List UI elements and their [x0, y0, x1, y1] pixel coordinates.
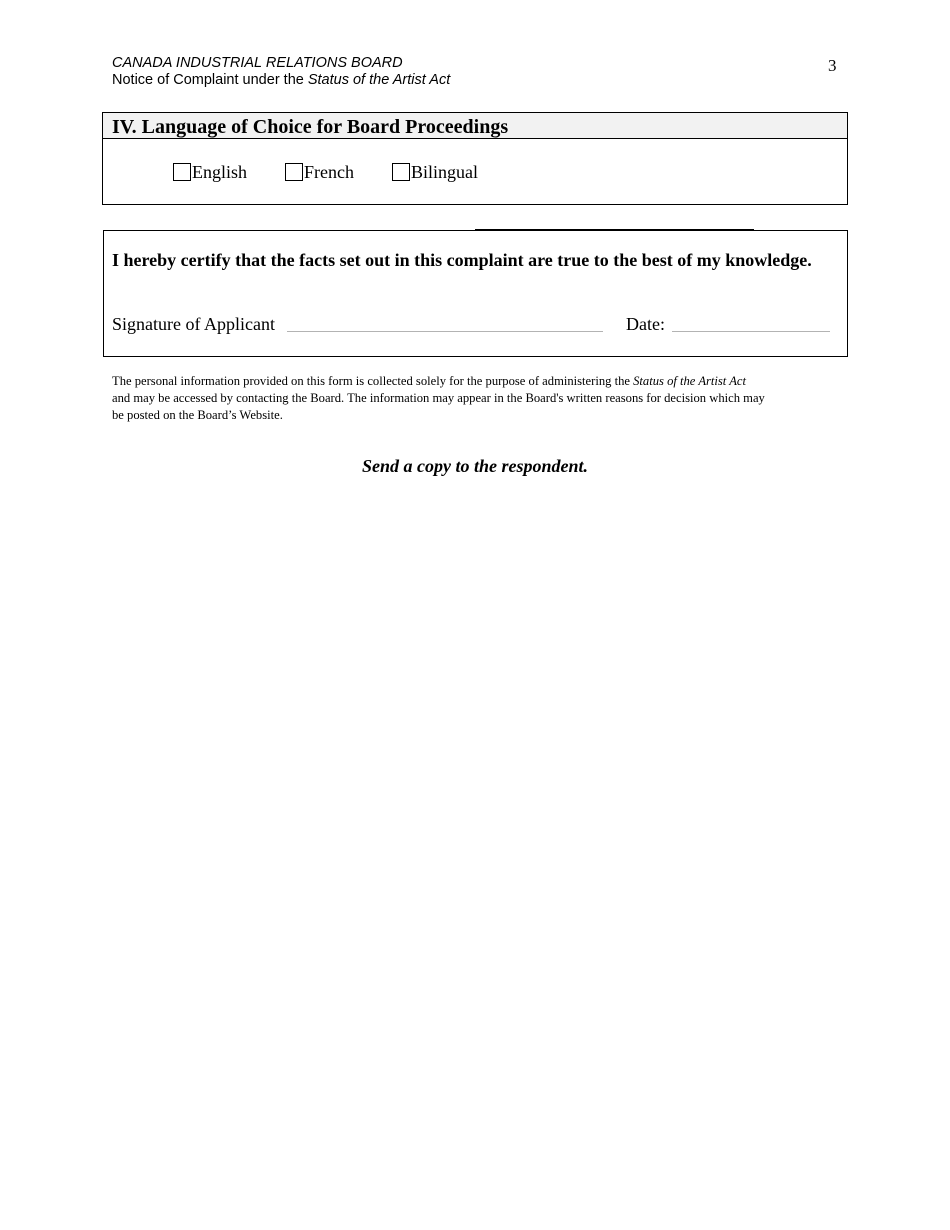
french-checkbox[interactable]	[285, 163, 303, 181]
certification-section	[103, 230, 848, 357]
language-section	[102, 112, 848, 205]
language-section-title: IV. Language of Choice for Board Proceedings	[112, 116, 509, 138]
header-subtitle-prefix: Notice of Complaint under the	[112, 72, 308, 88]
certification-statement: I hereby certify that the facts set out in this complaint are true to the best of my knowledge.	[112, 250, 812, 270]
privacy-line-1-text: The personal information provided on this form is collected solely for the purpose of administering the	[112, 374, 634, 388]
header-subtitle	[112, 72, 450, 89]
date-label: Date:	[626, 314, 665, 334]
certification-top-rule	[475, 229, 754, 231]
language-option-english[interactable]	[173, 162, 247, 182]
french-label: French	[304, 162, 354, 182]
privacy-line-3: be posted on the Board’s Website.	[112, 408, 283, 422]
privacy-line-2: and may be accessed by contacting the Board. The information may appear in the Board's written reasons for decision which may	[112, 391, 765, 405]
english-checkbox[interactable]	[173, 163, 191, 181]
bilingual-label: Bilingual	[411, 162, 478, 182]
date-field[interactable]	[672, 331, 830, 332]
privacy-notice	[112, 373, 847, 424]
language-option-bilingual[interactable]	[392, 162, 478, 182]
page-number: 3	[828, 56, 837, 75]
header-organization: CANADA INDUSTRIAL RELATIONS BOARD	[112, 55, 403, 71]
footer-instruction: Send a copy to the respondent.	[361, 456, 588, 476]
english-label: English	[192, 162, 248, 182]
language-option-french[interactable]	[285, 162, 354, 182]
bilingual-checkbox[interactable]	[392, 163, 410, 181]
signature-field[interactable]	[287, 331, 603, 332]
privacy-line-1	[112, 373, 847, 390]
header-subtitle-act: Status of the Artist Act	[307, 72, 451, 88]
privacy-act-name: Status of the Artist Act	[633, 374, 747, 388]
signature-label: Signature of Applicant	[112, 314, 275, 334]
